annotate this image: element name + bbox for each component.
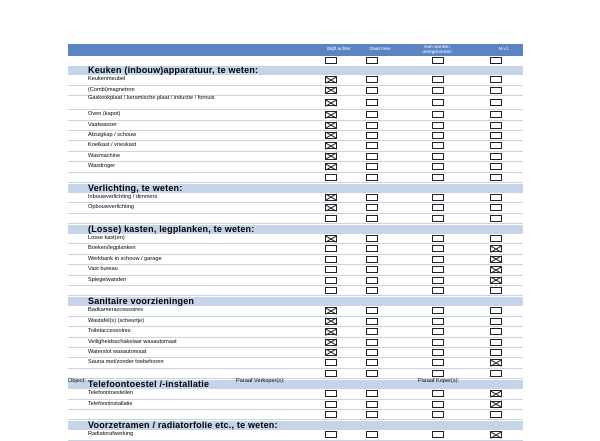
- checkbox[interactable]: [366, 266, 378, 273]
- checkbox[interactable]: [432, 328, 444, 335]
- checkbox-checked[interactable]: [325, 204, 337, 211]
- checkbox[interactable]: [366, 277, 378, 284]
- row-label: Wastafel(s) (scheurtje): [88, 317, 145, 324]
- checkbox[interactable]: [432, 87, 444, 94]
- checkbox-checked[interactable]: [325, 163, 337, 170]
- checkbox[interactable]: [366, 57, 378, 64]
- checkbox[interactable]: [432, 215, 444, 222]
- checkbox-checked[interactable]: [325, 142, 337, 149]
- checkbox[interactable]: [490, 132, 502, 139]
- checkbox[interactable]: [432, 431, 444, 438]
- checkbox[interactable]: [325, 390, 337, 397]
- checkbox[interactable]: [490, 318, 502, 325]
- row-label: Koelkast / vrieskast: [88, 142, 137, 149]
- checkbox-checked[interactable]: [325, 307, 337, 314]
- checkbox-checked[interactable]: [325, 153, 337, 160]
- checkbox[interactable]: [366, 431, 378, 438]
- checkbox-checked[interactable]: [325, 349, 337, 356]
- checkbox[interactable]: [366, 390, 378, 397]
- checkbox[interactable]: [432, 307, 444, 314]
- section-header: [68, 421, 523, 430]
- row-label: Wasmachine: [88, 152, 121, 159]
- row-label: Waterslot wasautomaat: [88, 348, 147, 355]
- checkbox[interactable]: [490, 287, 502, 294]
- checkbox[interactable]: [325, 174, 337, 181]
- checkbox[interactable]: [432, 194, 444, 201]
- checkbox[interactable]: [490, 111, 502, 118]
- checklist-row: [68, 131, 523, 141]
- checkbox[interactable]: [432, 174, 444, 181]
- checkbox[interactable]: [490, 57, 502, 64]
- checklist-row: [68, 430, 523, 440]
- row-label: Gaskookplaat / keramische plaat / inductie / fornuis: [88, 95, 215, 102]
- checkbox[interactable]: [432, 349, 444, 356]
- checklist-row: [68, 152, 523, 162]
- checkbox[interactable]: [490, 122, 502, 129]
- checkbox[interactable]: [490, 174, 502, 181]
- checklist-row: [68, 162, 523, 172]
- row-label: Radiatorafwerking: [88, 431, 134, 438]
- checkbox[interactable]: [490, 76, 502, 83]
- row-label: Telefoontoestellen: [88, 390, 134, 397]
- checkbox[interactable]: [490, 215, 502, 222]
- checkbox[interactable]: [366, 122, 378, 129]
- checkbox[interactable]: [366, 307, 378, 314]
- row-label: Vast bureau: [88, 266, 118, 273]
- checkbox[interactable]: [366, 339, 378, 346]
- checkbox[interactable]: [432, 132, 444, 139]
- checklist-row: [68, 214, 523, 224]
- checklist-row: [68, 389, 523, 399]
- checkbox[interactable]: [366, 174, 378, 181]
- checklist-row: [68, 317, 523, 327]
- column-header-kan-worden-overgenomen: Kan worden overgenomen: [422, 44, 452, 55]
- section-title: (Losse) kasten, legplanken, te weten:: [88, 224, 255, 235]
- checkbox[interactable]: [432, 318, 444, 325]
- checkbox[interactable]: [325, 266, 337, 273]
- checkbox-checked[interactable]: [325, 318, 337, 325]
- checkbox-checked[interactable]: [490, 431, 502, 438]
- checkbox[interactable]: [366, 194, 378, 201]
- checkbox[interactable]: [366, 99, 378, 106]
- checklist-row: [68, 121, 523, 131]
- section-header: [68, 297, 523, 306]
- checkbox[interactable]: [432, 401, 444, 408]
- checkbox[interactable]: [432, 411, 444, 418]
- checkbox[interactable]: [490, 163, 502, 170]
- column-header-blijft-achter: Blijft achter: [327, 47, 351, 52]
- checkbox[interactable]: [366, 76, 378, 83]
- checkbox[interactable]: [490, 349, 502, 356]
- checklist-row: [68, 286, 523, 296]
- checkbox[interactable]: [432, 390, 444, 397]
- checkbox[interactable]: [490, 194, 502, 201]
- checkbox[interactable]: [490, 99, 502, 106]
- row-label: Afzuigkap / schouw: [88, 131, 137, 138]
- row-label: Sauna met/zonder toebehoren: [88, 359, 164, 366]
- row-label: Werkbank in schouw / garage: [88, 255, 162, 262]
- checkbox[interactable]: [432, 57, 444, 64]
- row-label: Oven (kapot): [88, 111, 121, 118]
- checkbox[interactable]: [490, 235, 502, 242]
- checklist-row: [68, 173, 523, 183]
- section-title: Voorzetramen / radiatorfolie etc., te weten:: [88, 420, 278, 431]
- row-label: Spiegelwanden: [88, 276, 127, 283]
- checkbox[interactable]: [432, 245, 444, 252]
- checkbox[interactable]: [325, 256, 337, 263]
- checkbox[interactable]: [325, 215, 337, 222]
- checkbox[interactable]: [366, 111, 378, 118]
- section-title: Sanitaire voorzieningen: [88, 296, 195, 307]
- checkbox[interactable]: [432, 339, 444, 346]
- checkbox[interactable]: [366, 359, 378, 366]
- column-header-gaat-mee: Gaat mee: [369, 47, 391, 52]
- checkbox[interactable]: [490, 339, 502, 346]
- checkbox[interactable]: [432, 266, 444, 273]
- checkbox[interactable]: [432, 111, 444, 118]
- checkbox-checked[interactable]: [325, 87, 337, 94]
- row-label: (Combi)magnetron: [88, 86, 135, 93]
- checklist-row: [68, 358, 523, 368]
- row-label: Vaatwasser: [88, 121, 117, 128]
- checkbox-checked[interactable]: [490, 277, 502, 284]
- row-label: Boeken/legplanken: [88, 245, 136, 252]
- section-header: [68, 184, 523, 193]
- checkbox[interactable]: [325, 245, 337, 252]
- row-label: Opbouwverlichting: [88, 204, 135, 211]
- checkbox-checked[interactable]: [325, 328, 337, 335]
- checkbox[interactable]: [490, 153, 502, 160]
- checklist-row: [68, 338, 523, 348]
- row-label: Keukenmeubel: [88, 76, 126, 83]
- checkbox[interactable]: [366, 245, 378, 252]
- checkbox[interactable]: [366, 235, 378, 242]
- checkbox-checked[interactable]: [325, 76, 337, 83]
- checklist-row: [68, 306, 523, 316]
- signature-footer: [68, 378, 528, 386]
- checkbox[interactable]: [432, 256, 444, 263]
- checkbox-checked[interactable]: [325, 99, 337, 106]
- checkbox[interactable]: [490, 307, 502, 314]
- checkbox[interactable]: [366, 318, 378, 325]
- column-header-nvt: N.v.t.: [498, 47, 510, 52]
- checkbox[interactable]: [366, 256, 378, 263]
- checkbox-checked[interactable]: [325, 235, 337, 242]
- checkbox[interactable]: [490, 87, 502, 94]
- row-label: Inbouwverlichting / dimmers: [88, 193, 158, 200]
- checkbox[interactable]: [325, 431, 337, 438]
- checkbox[interactable]: [366, 87, 378, 94]
- checklist-row: [68, 96, 523, 110]
- checklist-row: [68, 193, 523, 203]
- column-header-band: [68, 44, 523, 56]
- checkbox[interactable]: [325, 359, 337, 366]
- checkbox-checked[interactable]: [490, 401, 502, 408]
- checklist-row: [68, 276, 523, 286]
- checklist-row: [68, 244, 523, 254]
- checkbox[interactable]: [490, 411, 502, 418]
- checkbox[interactable]: [432, 277, 444, 284]
- checkbox[interactable]: [366, 349, 378, 356]
- row-label: Losse kast(en): [88, 235, 125, 242]
- checkbox[interactable]: [325, 277, 337, 284]
- checkbox[interactable]: [366, 153, 378, 160]
- checkbox-checked[interactable]: [490, 390, 502, 397]
- checklist-row: [68, 327, 523, 337]
- checkbox-checked[interactable]: [490, 256, 502, 263]
- section-header: [68, 66, 523, 75]
- row-label: Veiligheidsschakelaar wasautomaat: [88, 338, 177, 345]
- checkbox[interactable]: [432, 122, 444, 129]
- row-label: Telefooninstallatie: [88, 400, 133, 407]
- checkbox[interactable]: [490, 204, 502, 211]
- checkbox[interactable]: [490, 142, 502, 149]
- checkbox-checked[interactable]: [325, 132, 337, 139]
- checklist-row: [68, 255, 523, 265]
- checkbox[interactable]: [432, 204, 444, 211]
- checkbox-checked[interactable]: [325, 339, 337, 346]
- object-label: Object:: [68, 378, 86, 384]
- checkbox-checked[interactable]: [325, 111, 337, 118]
- section-title: Keuken (inbouw)apparatuur, te weten:: [88, 65, 259, 76]
- checkbox[interactable]: [366, 411, 378, 418]
- checkbox[interactable]: [432, 163, 444, 170]
- checkbox[interactable]: [325, 287, 337, 294]
- checklist-row: [68, 110, 523, 120]
- row-label: Badkameraccessoires: [88, 307, 144, 314]
- checkbox[interactable]: [366, 142, 378, 149]
- checkbox[interactable]: [366, 401, 378, 408]
- checklist-row: [68, 234, 523, 244]
- checkbox[interactable]: [432, 235, 444, 242]
- checklist-row: [68, 348, 523, 358]
- checkbox[interactable]: [490, 328, 502, 335]
- checkbox[interactable]: [432, 142, 444, 149]
- checkbox[interactable]: [432, 359, 444, 366]
- checklist-row: [68, 400, 523, 410]
- checkbox[interactable]: [490, 370, 502, 377]
- checkbox-checked[interactable]: [490, 245, 502, 252]
- checkbox-checked[interactable]: [490, 266, 502, 273]
- row-label: Toiletaccessoires: [88, 328, 131, 335]
- checkbox[interactable]: [366, 287, 378, 294]
- header-checkbox-row: [68, 56, 523, 65]
- checklist-row: [68, 75, 523, 85]
- checkbox[interactable]: [366, 163, 378, 170]
- checkbox[interactable]: [366, 370, 378, 377]
- checkbox[interactable]: [325, 401, 337, 408]
- checklist-row: [68, 141, 523, 151]
- checkbox-checked[interactable]: [325, 122, 337, 129]
- checkbox[interactable]: [432, 76, 444, 83]
- checkbox[interactable]: [366, 204, 378, 211]
- checkbox[interactable]: [325, 370, 337, 377]
- buyer-initials-label: Paraaf Koper(s):: [418, 378, 460, 384]
- checkbox[interactable]: [366, 132, 378, 139]
- checkbox[interactable]: [325, 411, 337, 418]
- checklist-row: [68, 265, 523, 275]
- seller-initials-label: Paraaf Verkoper(s):: [236, 378, 285, 384]
- checkbox[interactable]: [432, 153, 444, 160]
- checkbox-checked[interactable]: [325, 194, 337, 201]
- checkbox-checked[interactable]: [490, 359, 502, 366]
- checklist-row: [68, 410, 523, 420]
- section-header: [68, 225, 523, 234]
- section-title: Verlichting, te weten:: [88, 182, 183, 193]
- checkbox[interactable]: [366, 328, 378, 335]
- checkbox[interactable]: [366, 215, 378, 222]
- checkbox[interactable]: [432, 370, 444, 377]
- checkbox[interactable]: [432, 99, 444, 106]
- checkbox[interactable]: [325, 57, 337, 64]
- row-label: Wasdroger: [88, 163, 116, 170]
- section-title: Telefoontoestel /-installatie: [88, 379, 210, 390]
- checklist-row: [68, 203, 523, 213]
- checkbox[interactable]: [432, 287, 444, 294]
